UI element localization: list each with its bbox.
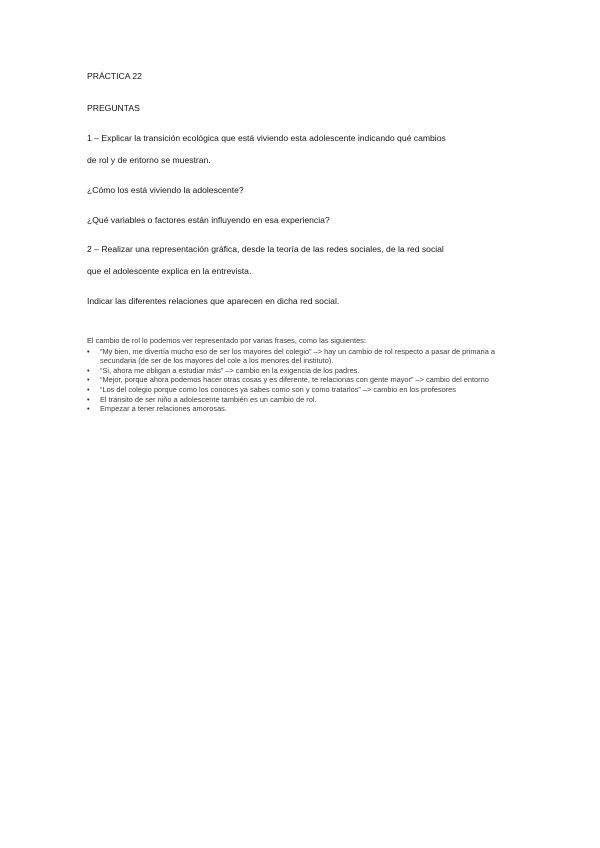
answer-list-item: • “Los del colegio porque como los conoces ya sabes como son y como tratarlos” –> cambio en los profesores [87,385,527,395]
question-2-line-2: que el adolescente explica en la entrevista. [87,266,252,276]
answer-list-item: • Empezar a tener relaciones amorosas. [87,404,527,414]
answer-block [87,336,527,414]
answer-list-item: • “My bien, me divertía mucho eso de ser los mayores del colegio” –> hay un cambio de rol respecto a pasar de primaria a secundaria (de ser de los mayores del cole a los menores del instituto). [87,347,527,366]
answer-list-item: • El tránsito de ser niño a adolescente también es un cambio de rol. [87,395,527,405]
answer-list-item: • “Si, ahora me obligan a estudiar más” –> cambio en la exigencia de los padres. [87,366,527,376]
question-1-subquestion-2: ¿Qué variables o factores están influyendo en esa experiencia? [87,215,330,225]
question-1-line-2: de rol y de entorno se muestran. [87,155,211,165]
answer-list-item: • “Mejor, porque ahora podemos hacer otras cosas y es diferente, te relacionas con gente mayor” –> cambio del entorno [87,375,527,385]
questions-heading: PREGUNTAS [87,103,140,113]
question-1-line-1: 1 – Explicar la transición ecológica que está viviendo esta adolescente indicando qué cambios [87,133,446,143]
answer-intro: El cambio de rol lo podemos ver representado por varias frases, como las siguientes: [87,336,366,345]
question-2-subquestion: Indicar las diferentes relaciones que aparecen en dicha red social. [87,296,340,306]
answer-list [87,347,527,414]
question-1-subquestion-1: ¿Cómo los está viviendo la adolescente? [87,185,244,195]
document-title: PRÁCTICA 22 [87,71,142,81]
question-2-line-1: 2 – Realizar una representación gráfica, desde la teoría de las redes sociales, de la red social [87,244,444,254]
